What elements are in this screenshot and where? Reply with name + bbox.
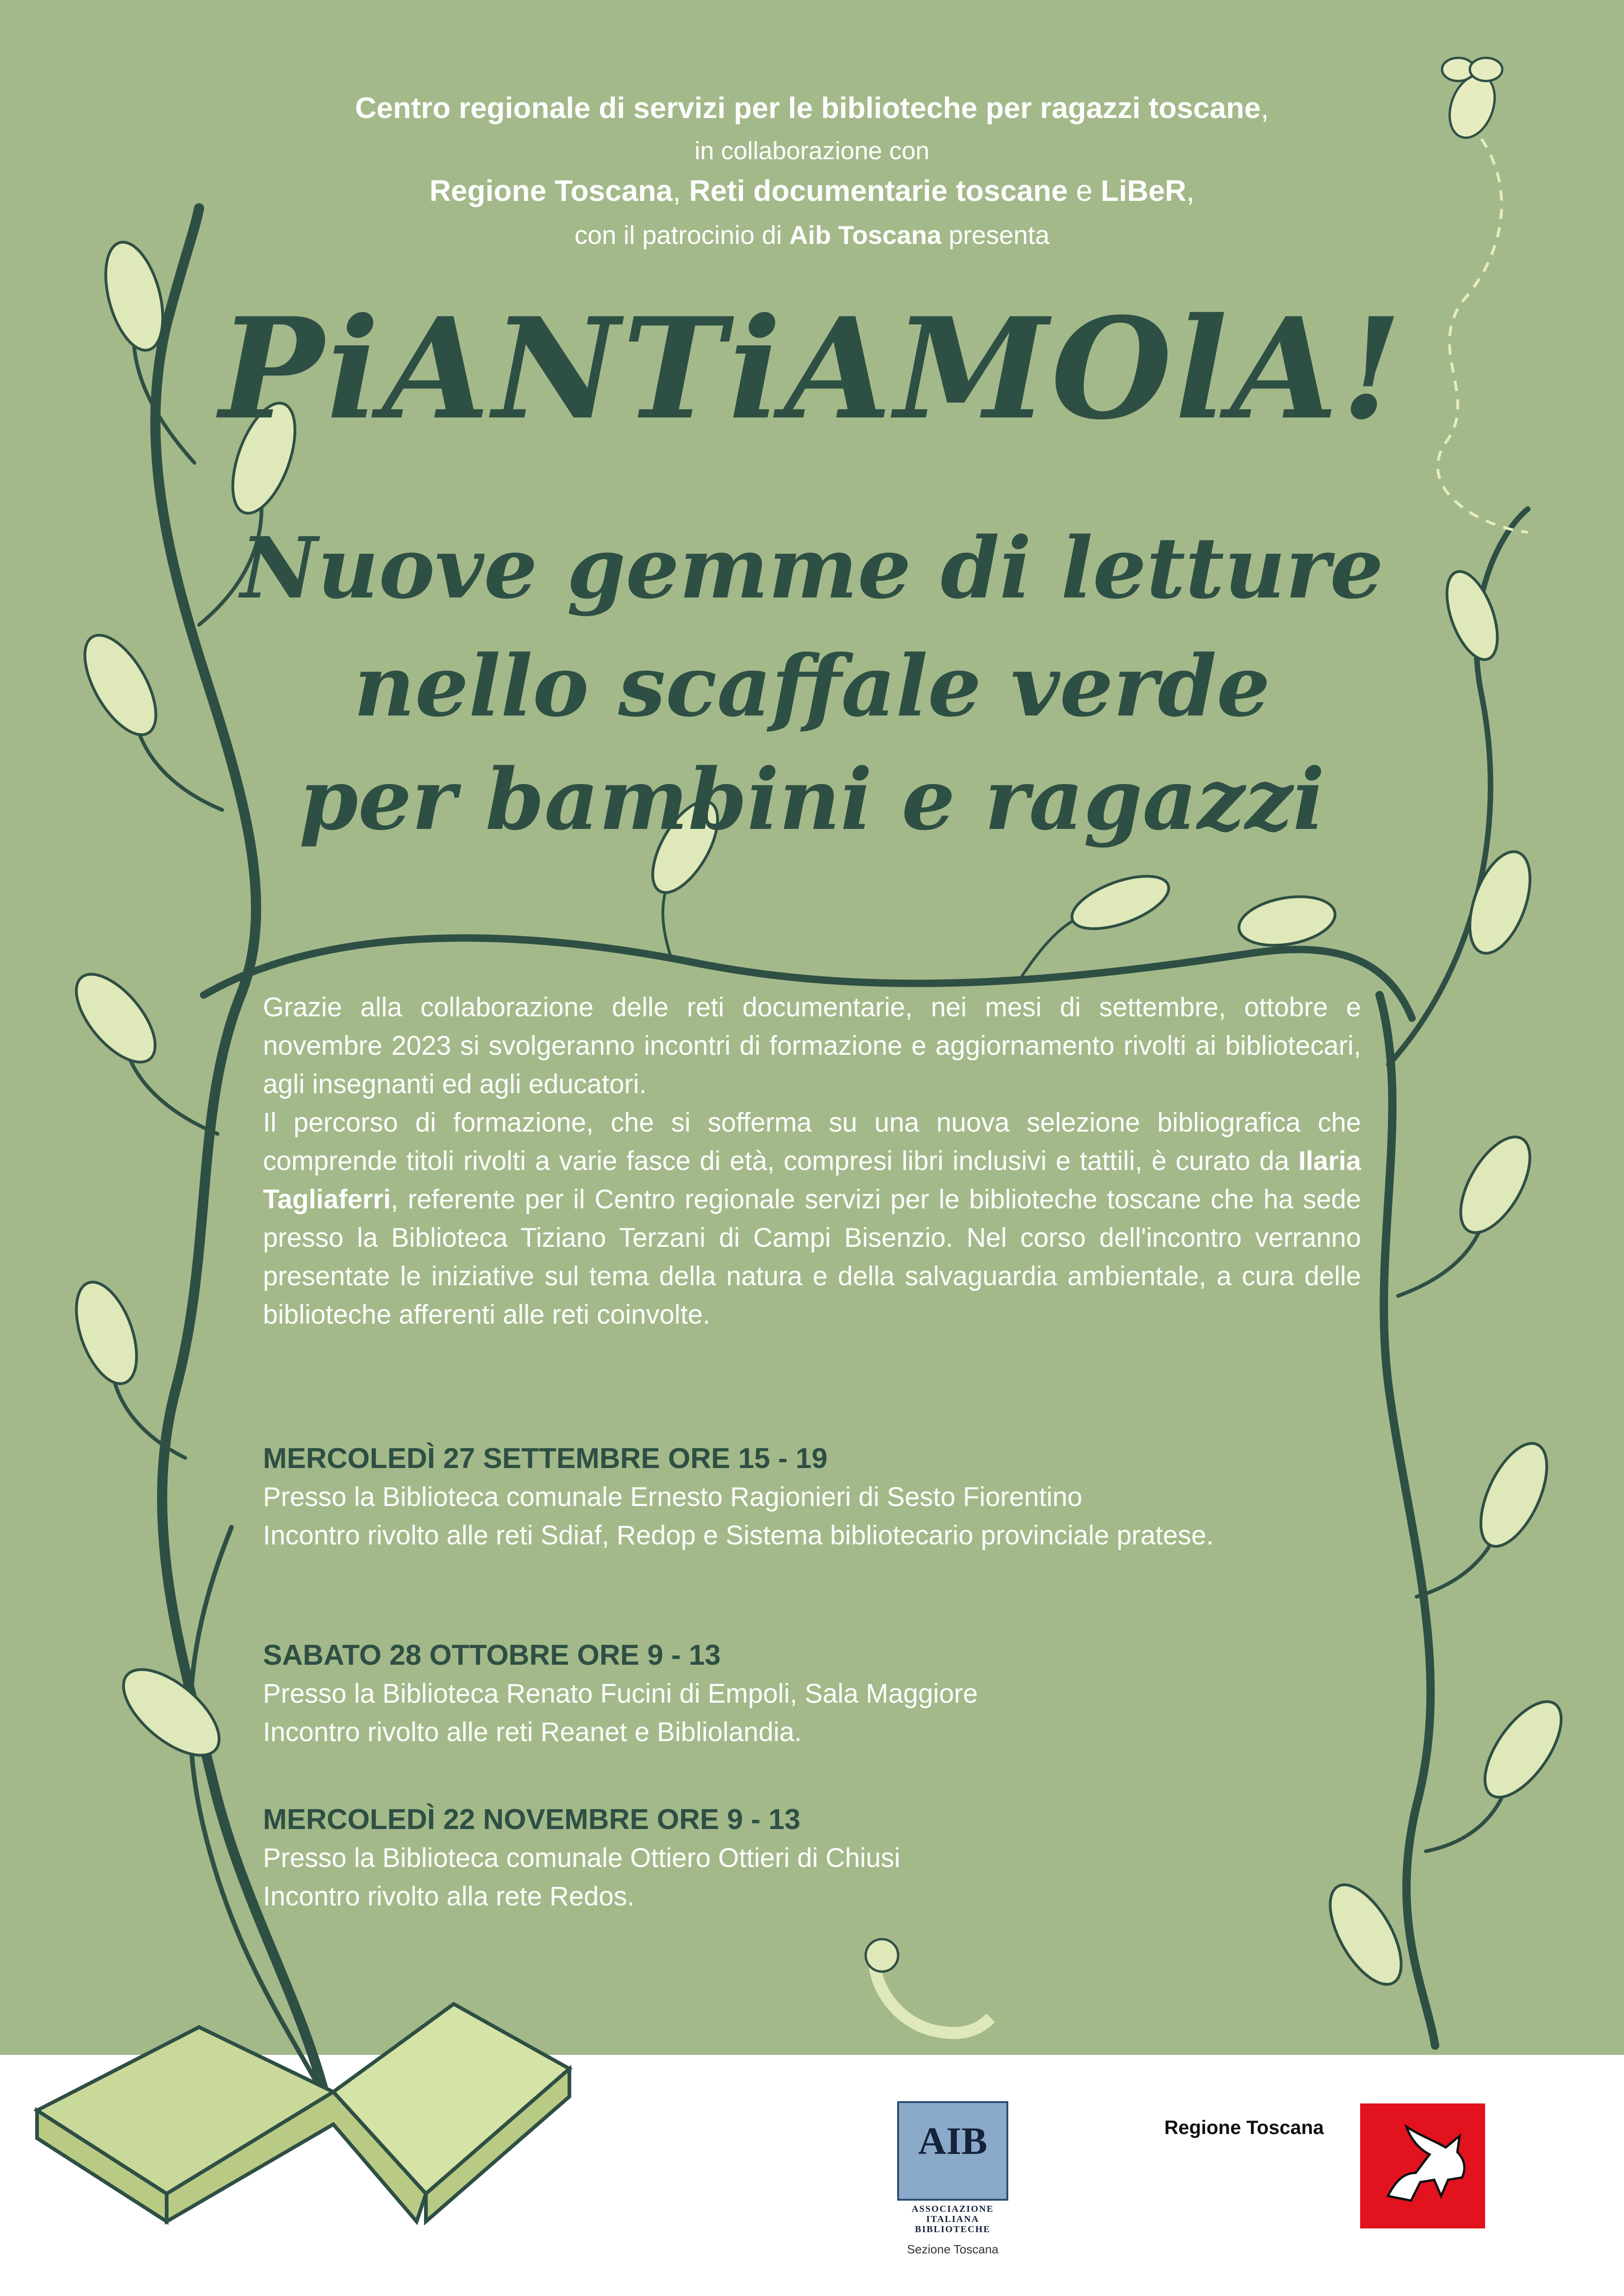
subtitle-line-3: per bambini e ragazzi bbox=[299, 750, 1325, 849]
event-target: Incontro rivolto alle reti Reanet e Bibliolandia. bbox=[263, 1717, 802, 1747]
worm-icon bbox=[866, 1939, 991, 2033]
event-date: SABATO 28 OTTOBRE ORE 9 - 13 bbox=[263, 1639, 721, 1671]
event-target: Incontro rivolto alla rete Redos. bbox=[263, 1881, 635, 1911]
pegasus-icon bbox=[1360, 2103, 1485, 2228]
aib-logo-letters: AIB bbox=[918, 2120, 987, 2163]
event-venue: Presso la Biblioteca comunale Ottiero Ottieri di Chiusi bbox=[263, 1843, 900, 1873]
intro-line-partners: Regione Toscana, Reti documentarie toscane e LiBeR, bbox=[429, 174, 1195, 207]
description-text bbox=[263, 988, 1361, 1334]
subtitle-line-2: nello scaffale verde bbox=[354, 636, 1270, 735]
aib-section-label: Sezione Toscana bbox=[907, 2242, 999, 2256]
event-block bbox=[263, 1800, 1374, 1916]
event-target: Incontro rivolto alle reti Sdiaf, Redop e Sistema bibliotecario provinciale pratese. bbox=[263, 1520, 1214, 1550]
aib-logo bbox=[897, 2101, 1008, 2259]
event-block bbox=[263, 1636, 1374, 1751]
description-paragraph-2: Il percorso di formazione, che si sofferma su una nuova selezione bibliografica che comprende titoli rivolti a varie fasce di età, compresi libri inclusivi e tattili, è curato da Ilaria Tagliaferri, referente per il Centro regionale servizi per le biblioteche toscane che ha sede presso la Biblioteca Tiziano Terzani di Campi Bisenzio. Nel corso dell'incontro verranno presentate le iniziative sul tema della natura e della salvaguardia ambientale, a cura delle biblioteche afferenti alle reti coinvolte. bbox=[263, 1108, 1361, 1330]
event-venue: Presso la Biblioteca Renato Fucini di Empoli, Sala Maggiore bbox=[263, 1679, 978, 1709]
aib-logo-caption: ASSOCIAZIONE ITALIANA BIBLIOTECHE bbox=[912, 2204, 994, 2234]
event-venue: Presso la Biblioteca comunale Ernesto Ragionieri di Sesto Fiorentino bbox=[263, 1482, 1082, 1512]
intro-line-collaboration: in collaborazione con bbox=[694, 137, 930, 165]
event-date: MERCOLEDÌ 22 NOVEMBRE ORE 9 - 13 bbox=[263, 1804, 801, 1836]
event-block bbox=[263, 1439, 1374, 1555]
regione-toscana-emblem bbox=[1360, 2103, 1485, 2228]
regione-toscana-label: Regione Toscana bbox=[1164, 2116, 1324, 2138]
main-title: PiANTiAMOlA! bbox=[219, 287, 1405, 450]
curator-name: Ilaria Tagliaferri bbox=[263, 1146, 1361, 1214]
intro-line-organizer: Centro regionale di servizi per le biblioteche per ragazzi toscane, bbox=[355, 91, 1269, 124]
intro-line-patronage: con il patrocinio di Aib Toscana presenta bbox=[574, 220, 1050, 249]
event-date: MERCOLEDÌ 27 SETTEMBRE ORE 15 - 19 bbox=[263, 1443, 828, 1475]
description-paragraph-1: Grazie alla collaborazione delle reti documentarie, nei mesi di settembre, ottobre e novembre 2023 si svolgeranno incontri di formazione e aggiornamento rivolti ai bibliotecari, agli insegnanti ed agli educatori. bbox=[263, 992, 1361, 1099]
subtitle-line-1: Nuove gemme di letture bbox=[240, 518, 1384, 617]
